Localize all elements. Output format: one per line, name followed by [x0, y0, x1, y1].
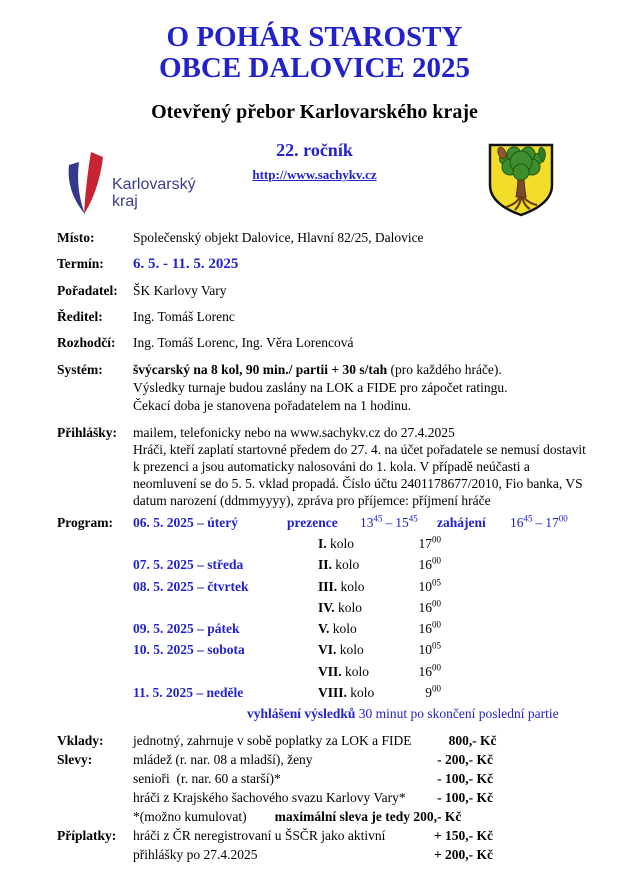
system-label: Systém: — [57, 362, 103, 377]
termin-label: Termín: — [57, 256, 104, 271]
fee-note: *(možno kumulovat) maximální sleva je tedy 200,- Kč — [133, 809, 462, 825]
system-text — [133, 361, 508, 415]
rozhodci-value: Ing. Tomáš Lorenc, Ing. Věra Lorencová — [133, 335, 354, 350]
schedule-date — [133, 533, 318, 554]
fee-label — [57, 845, 133, 864]
round-name: VII. kolo — [318, 663, 370, 679]
prihlasky-line1: mailem, telefonicky nebo na www.sachykv.cz do 27.4.2025 — [133, 425, 455, 440]
results-announcement-rest: 30 minut po skončení poslední partie — [355, 706, 559, 722]
karlovarsky-kraj-logo-text — [112, 176, 196, 218]
fee-amount: + 150,- Kč — [433, 828, 493, 844]
misto-label: Místo: — [57, 230, 95, 245]
fee-row — [57, 731, 497, 750]
round-time: $10^{05}$ — [418, 640, 441, 658]
edition-label: 22. ročník — [276, 140, 353, 160]
round-time: $10^{05}$ — [418, 577, 441, 594]
document-body — [57, 230, 597, 864]
system-rest: (pro každého hráče). — [387, 362, 502, 377]
logo-text-line1: Karlovarský — [112, 176, 196, 193]
fee-row — [57, 769, 493, 788]
schedule-row — [133, 682, 568, 703]
fee-row — [57, 845, 493, 864]
round-name: I. kolo — [318, 536, 355, 551]
system-line2: Výsledky turnaje budou zaslány na LOK a FIDE pro zápočet ratingu. — [133, 380, 508, 395]
schedule-row — [133, 554, 568, 575]
prihlasky-line3: k prezenci a jsou automaticky nalosováni do 1. kola. V případě neúčasti a — [133, 459, 530, 474]
fee-label: Slevy: — [57, 752, 93, 768]
results-announcement-bold: vyhlášení výsledků — [247, 706, 356, 722]
prihlasky-line2: Hráči, kteří zaplatí startovné předem do 27. 4. na účet pořadatele se nemusí dostavit — [133, 442, 586, 457]
prihlasky-line5: datum narození (ddmmyyyy), zpráva pro příjemce: příjmení hráče — [133, 493, 491, 508]
info-row-rozhodci — [57, 335, 597, 351]
program-first-row — [133, 512, 568, 533]
logo-text-line2: kraj — [112, 193, 138, 210]
schedule-date — [133, 661, 318, 682]
fee-text: hráči z Krajského šachového svazu Karlovy Vary* — [133, 790, 406, 806]
misto-value: Společenský objekt Dalovice, Hlavní 82/25, Dalovice — [133, 230, 424, 245]
fee-label — [57, 788, 133, 807]
info-row-poradatel — [57, 283, 597, 299]
title-line-1: O POHÁR STAROSTY — [166, 21, 463, 53]
program-section — [57, 512, 597, 724]
subtitle: Otevřený přebor Karlovarského kraje — [151, 101, 478, 123]
reditel-label: Ředitel: — [57, 309, 103, 324]
program-label: Program: — [57, 515, 113, 530]
schedule-date: 08. 5. 2025 – čtvrtek — [133, 578, 249, 594]
schedule-date: 11. 5. 2025 – neděle — [133, 685, 244, 701]
poradatel-label: Pořadatel: — [57, 283, 118, 298]
fee-text: přihlášky po 27.4.2025 — [133, 847, 258, 863]
round-time: $16^{00}$ — [418, 619, 441, 637]
fees-section — [57, 731, 497, 864]
reditel-value: Ing. Tomáš Lorenc — [133, 309, 235, 324]
schedule-row — [133, 639, 568, 660]
prihlasky-line4: neomluvení se do 5. 5. vklad propadá. Číslo účtu 2401178677/2010, Fio banka, VS — [133, 476, 583, 491]
rozhodci-label: Rozhodčí: — [57, 335, 116, 350]
round-time: $16^{00}$ — [418, 662, 441, 679]
round-time: $16^{00}$ — [418, 555, 441, 573]
fee-amount: - 200,- Kč — [437, 752, 493, 768]
schedule-row — [133, 618, 568, 639]
schedule-date: 09. 5. 2025 – pátek — [133, 621, 240, 637]
karlovarsky-kraj-logo-icon — [64, 150, 108, 218]
fee-amount: 800,- Kč — [448, 733, 497, 749]
info-row-termin — [57, 256, 597, 273]
schedule-row — [133, 576, 568, 597]
system-bold: švýcarský na 8 kol, 90 min./ partii + 30 s/tah — [133, 362, 388, 377]
poradatel-value: ŠK Karlovy Vary — [133, 283, 227, 298]
fee-amount: + 200,- Kč — [433, 847, 493, 863]
schedule-row — [133, 661, 568, 682]
results-announcement — [247, 703, 568, 724]
fee-text: mládež (r. nar. 08 a mladší), ženy — [133, 752, 313, 768]
prezence-label: prezence — [287, 515, 338, 530]
karlovarsky-kraj-logo — [64, 150, 196, 218]
document-header — [0, 0, 629, 161]
website-link[interactable]: http://www.sachykv.cz — [252, 167, 377, 182]
prihlasky-label: Přihlášky: — [57, 425, 118, 440]
fee-row — [57, 750, 493, 769]
schedule-row — [133, 597, 568, 618]
round-name: V. kolo — [318, 621, 357, 637]
round-name: III. kolo — [318, 578, 365, 594]
fee-amount: - 100,- Kč — [437, 790, 493, 806]
zahajeni-label: zahájení — [437, 515, 486, 530]
round-time: $9^{00}$ — [425, 683, 441, 701]
schedule-row — [133, 533, 568, 554]
fee-amount: - 100,- Kč — [437, 771, 493, 787]
round-name: II. kolo — [318, 557, 360, 573]
program-schedule — [133, 512, 568, 724]
prihlasky-text — [133, 424, 586, 509]
schedule-date — [133, 597, 318, 618]
page-title — [0, 22, 629, 84]
zahajeni-time-range: $16^{45} - 17^{00}$ — [510, 513, 568, 530]
program-date-1: 06. 5. 2025 – úterý — [133, 515, 238, 530]
round-name: VI. kolo — [318, 642, 364, 658]
fee-label: Vklady: — [57, 733, 104, 749]
info-row-system — [57, 361, 597, 415]
dalovice-coat-of-arms-icon — [485, 141, 557, 224]
fee-text: jednotný, zahrnuje v sobě poplatky za LOK a FIDE — [133, 733, 412, 749]
prezence-time-range: $13^{45} - 15^{45}$ — [360, 513, 418, 530]
fee-row — [57, 826, 493, 845]
fee-label — [57, 769, 133, 788]
schedule-date: 07. 5. 2025 – středa — [133, 557, 244, 573]
round-time: $16^{00}$ — [418, 598, 441, 615]
schedule-date: 10. 5. 2025 – sobota — [133, 642, 245, 658]
round-name: IV. kolo — [318, 599, 363, 615]
fee-text: hráči z ČR neregistrovaní u ŠSČR jako aktivní — [133, 828, 386, 844]
fee-row — [57, 788, 493, 807]
fee-note-bold: maximální sleva je tedy 200,- Kč — [274, 809, 462, 825]
fee-text: senioři (r. nar. 60 a starší)* — [133, 771, 281, 787]
info-row-misto — [57, 230, 597, 246]
fee-label — [57, 807, 133, 826]
info-row-reditel — [57, 309, 597, 325]
info-row-prihlasky — [57, 424, 597, 509]
title-line-2: OBCE DALOVICE 2025 — [159, 52, 470, 84]
fee-label: Příplatky: — [57, 828, 117, 844]
system-line3: Čekací doba je stanovena pořadatelem na 1 hodinu. — [133, 398, 412, 413]
fee-row-note — [57, 807, 493, 826]
round-name: VIII. kolo — [318, 685, 375, 701]
termin-value: 6. 5. - 11. 5. 2025 — [133, 256, 239, 272]
round-time: $17^{00}$ — [418, 534, 441, 551]
